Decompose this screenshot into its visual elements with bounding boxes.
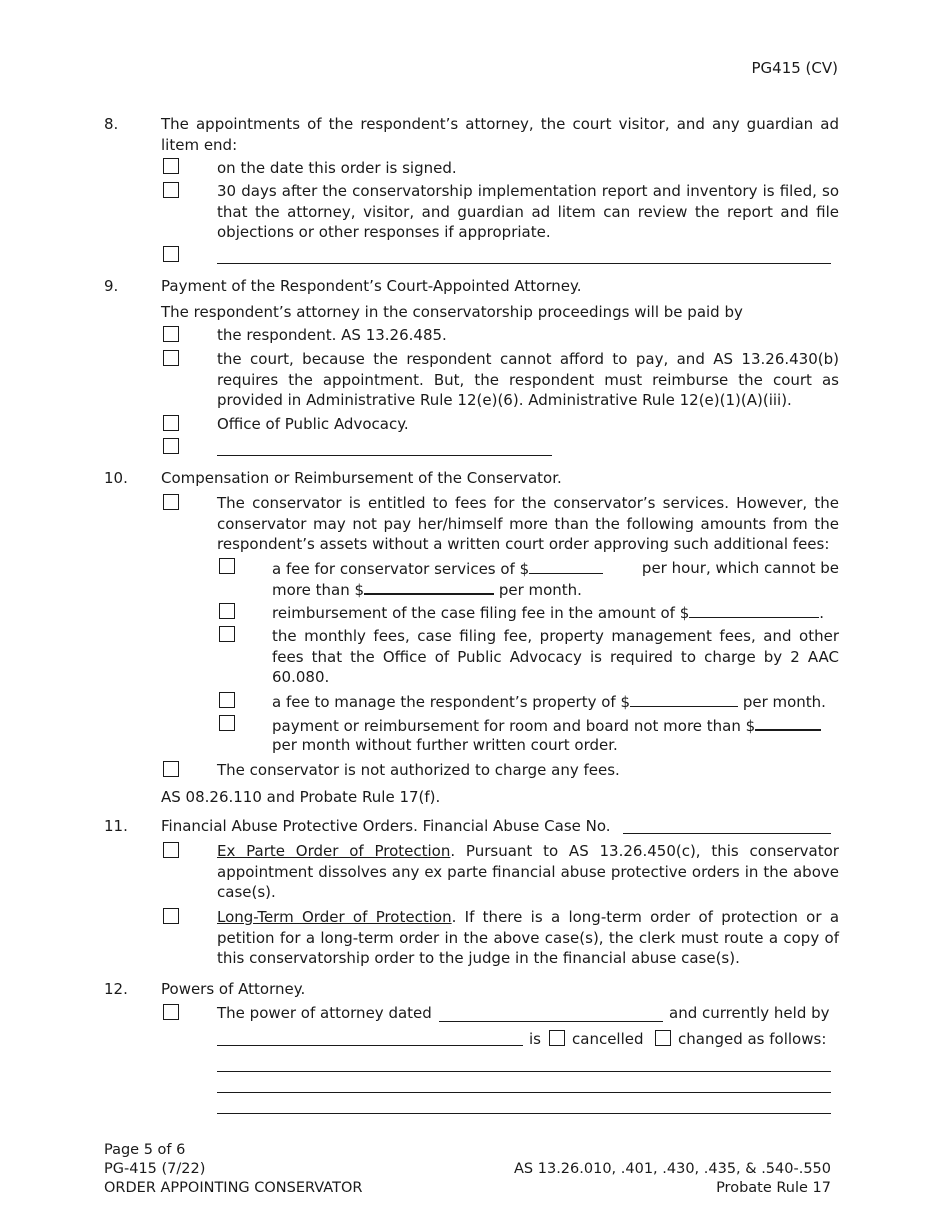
financial-abuse-case-number-blank[interactable]	[623, 833, 831, 834]
footer-rule: Probate Rule 17	[716, 1180, 831, 1196]
s12-is-label: is	[529, 1030, 541, 1048]
ex-parte-label: Ex Parte Order of Protection	[217, 842, 451, 860]
checkbox-s11-ex-parte[interactable]	[163, 842, 179, 858]
footer-page-number: Page 5 of 6	[104, 1142, 186, 1158]
checkbox-s10-opa-fees[interactable]	[219, 626, 235, 642]
checkbox-s12-changed[interactable]	[655, 1030, 671, 1046]
poa-changes-line-2[interactable]	[217, 1092, 831, 1093]
s8-other-blank[interactable]	[217, 263, 831, 264]
checkbox-s10-no-fees[interactable]	[163, 761, 179, 777]
s10-room-board-line1	[272, 714, 821, 737]
s10-hourly-fee-line2	[272, 578, 582, 601]
checkbox-s10-entitled[interactable]	[163, 494, 179, 510]
s9-option-respondent: the respondent. AS 13.26.485.	[217, 326, 447, 344]
poa-date-blank[interactable]	[439, 1021, 663, 1022]
s10-property-per-month: per month.	[742, 693, 826, 711]
poa-changes-line-1[interactable]	[217, 1071, 831, 1072]
form-code: PG415 (CV)	[751, 59, 838, 77]
section-number: 11.	[104, 817, 128, 835]
checkbox-s10-filing-fee[interactable]	[219, 603, 235, 619]
section-9-intro: The respondent’s attorney in the conservatorship proceedings will be paid by	[161, 303, 743, 321]
section-11-title: Financial Abuse Protective Orders. Financial Abuse Case No.	[161, 817, 611, 835]
checkbox-s8-signed[interactable]	[163, 158, 179, 174]
s12-poa-label: The power of attorney dated	[217, 1004, 432, 1022]
s8-option-signed: on the date this order is signed.	[217, 159, 457, 177]
s10-hourly-fee-cap: per hour, which cannot be	[641, 559, 839, 577]
property-fee-amount-blank[interactable]	[630, 691, 738, 707]
section-number: 8.	[104, 115, 119, 133]
s12-cancelled-label: cancelled	[572, 1030, 644, 1048]
monthly-cap-amount-blank[interactable]	[364, 578, 494, 595]
footer-form-number: PG-415 (7/22)	[104, 1161, 206, 1177]
s10-filing-fee-label: reimbursement of the case filing fee in the amount of $	[272, 604, 690, 622]
checkbox-s8-30-days[interactable]	[163, 182, 179, 198]
s9-option-court: the court, because the respondent cannot afford to pay, and AS 13.26.430(b) requires the appointment. But, the respondent must reimburse the court as provided in Administrative Rule 12(e)(6). Administrative Rule 12(e)(1)(A)(iii).	[217, 350, 839, 409]
s10-room-board-line2: per month without further written court order.	[272, 736, 618, 754]
s10-citation: AS 08.26.110 and Probate Rule 17(f).	[161, 788, 441, 806]
s10-opa-fees-text: the monthly fees, case filing fee, property management fees, and other fees that the Office of Public Advocacy is required to charge by 2 AAC 60.080.	[272, 627, 839, 686]
s12-held-by-label: and currently held by	[669, 1004, 830, 1022]
s9-option-opa: Office of Public Advocacy.	[217, 415, 409, 433]
ex-parte-body: . Pursuant to AS 13.26.450(c), this conservator appointment dissolves any ex parte financial abuse protective orders in the above case(s).	[217, 842, 839, 901]
hourly-fee-amount-blank[interactable]	[529, 558, 603, 574]
checkbox-s9-court[interactable]	[163, 350, 179, 366]
s10-room-board-label: payment or reimbursement for room and board not more than $	[272, 717, 756, 735]
s10-property-fee-label: a fee to manage the respondent’s property of $	[272, 693, 631, 711]
s10-no-fees-text: The conservator is not authorized to charge any fees.	[217, 761, 620, 779]
checkbox-s12-cancelled[interactable]	[549, 1030, 565, 1046]
s8-option-30-days: 30 days after the conservatorship implementation report and inventory is filed, so that the attorney, visitor, and guardian ad litem can review the report and file objections or other responses if appropriate.	[217, 182, 839, 241]
footer-statutes: AS 13.26.010, .401, .430, .435, & .540-.550	[514, 1161, 831, 1177]
section-9-title: Payment of the Respondent’s Court-Appointed Attorney.	[161, 277, 582, 295]
s9-other-blank[interactable]	[217, 455, 552, 456]
s10-hourly-fee-label: a fee for conservator services of $	[272, 560, 530, 578]
room-board-amount-blank[interactable]	[755, 714, 821, 731]
long-term-body: . If there is a long-term order of protection or a petition for a long-term order in the above case(s), the clerk must route a copy of this conservatorship order to the judge in the financial abuse case(s).	[217, 908, 840, 967]
s10-filing-fee-line	[272, 602, 824, 624]
footer-form-title: ORDER APPOINTING CONSERVATOR	[104, 1180, 363, 1196]
s10-per-month: per month.	[498, 581, 582, 599]
section-12-title: Powers of Attorney.	[161, 980, 306, 998]
s10-filing-fee-period: .	[819, 604, 825, 622]
section-10-title: Compensation or Reimbursement of the Conservator.	[161, 469, 562, 487]
checkbox-s9-respondent[interactable]	[163, 326, 179, 342]
checkbox-s11-long-term[interactable]	[163, 908, 179, 924]
section-number: 12.	[104, 980, 128, 998]
s10-entitled-text: The conservator is entitled to fees for the conservator’s services. However, the conservator may not pay her/himself more than the following amounts from the respondent’s assets without a written court order approving such additional fees:	[217, 494, 839, 553]
checkbox-s10-hourly-fee[interactable]	[219, 558, 235, 574]
long-term-label: Long-Term Order of Protection	[217, 908, 452, 926]
poa-holder-blank[interactable]	[217, 1045, 523, 1046]
s11-ex-parte-text	[217, 841, 839, 903]
s10-monthly-cap-label: more than $	[272, 581, 365, 599]
checkbox-s12-poa[interactable]	[163, 1004, 179, 1020]
s10-hourly-fee-line1	[272, 558, 839, 580]
poa-changes-line-3[interactable]	[217, 1113, 831, 1114]
section-number: 10.	[104, 469, 128, 487]
section-8-text: The appointments of the respondent’s attorney, the court visitor, and any guardian ad litem end:	[161, 115, 839, 154]
s12-changed-label: changed as follows:	[678, 1030, 827, 1048]
s11-long-term-text	[217, 907, 839, 969]
section-number: 9.	[104, 277, 119, 295]
checkbox-s9-other[interactable]	[163, 438, 179, 454]
footer-left	[104, 1141, 362, 1198]
checkbox-s8-other[interactable]	[163, 246, 179, 262]
checkbox-s9-opa[interactable]	[163, 415, 179, 431]
footer-right	[514, 1160, 831, 1198]
checkbox-s10-room-board[interactable]	[219, 715, 235, 731]
s10-property-fee-line	[272, 691, 826, 713]
filing-fee-amount-blank[interactable]	[689, 602, 819, 618]
checkbox-s10-property-fee[interactable]	[219, 692, 235, 708]
